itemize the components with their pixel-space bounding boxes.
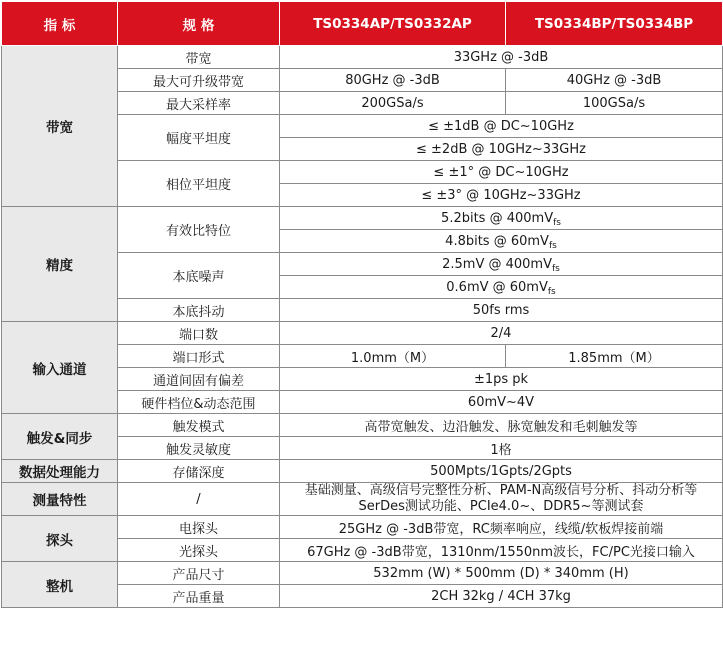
table-header-row [2,2,723,46]
value-trigger-mode: 高带宽触发、边沿触发、脉宽触发和毛刺触发等 [280,414,723,437]
value-enob-1 [280,207,723,230]
label-bandwidth: 带宽 [118,46,280,69]
fs-subscript: fs [553,217,561,228]
value-flatness-1: ≤ ±1dB @ DC~10GHz [280,115,723,138]
table-row [2,562,723,585]
category-data-processing: 数据处理能力 [2,460,118,483]
label-phase-flatness: 相位平坦度 [118,161,280,207]
label-max-upgrade-bandwidth: 最大可升级带宽 [118,69,280,92]
label-trigger-mode: 触发模式 [118,414,280,437]
value-sample-b: 100GSa/s [506,92,723,115]
category-input-channel: 输入通道 [2,322,118,414]
category-probe: 探头 [2,516,118,562]
category-bandwidth: 带宽 [2,46,118,207]
label-electrical-probe: 电探头 [118,516,280,539]
label-product-size: 产品尺寸 [118,562,280,585]
header-spec: 规 格 [118,2,280,46]
value-electrical-probe: 25GHz @ -3dB带宽，RC频率响应，线缆/软板焊接前端 [280,516,723,539]
table-row [2,483,723,516]
value-upgrade-b: 40GHz @ -3dB [506,69,723,92]
value-noise-1 [280,253,723,276]
label-amplitude-flatness: 幅度平坦度 [118,115,280,161]
header-index: 指 标 [2,2,118,46]
header-model-b: TS0334BP/TS0334BP [506,2,723,46]
value-memory-depth: 500Mpts/1Gpts/2Gpts [280,460,723,483]
category-trigger-sync: 触发&同步 [2,414,118,460]
label-port-count: 端口数 [118,322,280,345]
header-model-a: TS0334AP/TS0332AP [280,2,506,46]
value-upgrade-a: 80GHz @ -3dB [280,69,506,92]
value-dynamic-range: 60mV~4V [280,391,723,414]
label-port-form: 端口形式 [118,345,280,368]
value-port-form-a: 1.0mm（M） [280,345,506,368]
fs-subscript: fs [548,240,557,251]
value-phase-2: ≤ ±3° @ 10GHz~33GHz [280,184,723,207]
value-product-weight: 2CH 32kg / 4CH 37kg [280,585,723,608]
category-unit: 整机 [2,562,118,608]
table-row [2,207,723,230]
value-optical-probe: 67GHz @ -3dB带宽，1310nm/1550nm波长，FC/PC光接口输入 [280,539,723,562]
value-bandwidth: 33GHz @ -3dB [280,46,723,69]
label-noise-floor: 本底噪声 [118,253,280,299]
value-jitter: 50fs rms [280,299,723,322]
noise-1-text: 2.5mV @ 400mV [442,256,552,272]
spec-table [1,1,723,608]
fs-subscript: fs [547,286,556,297]
label-trigger-sensitivity: 触发灵敏度 [118,437,280,460]
label-product-weight: 产品重量 [118,585,280,608]
enob-1-text: 5.2bits @ 400mV [441,210,554,226]
table-row [2,414,723,437]
label-optical-probe: 光探头 [118,539,280,562]
table-row [2,516,723,539]
value-channel-skew: ±1ps pk [280,368,723,391]
noise-2-text: 0.6mV @ 60mV [446,279,548,295]
value-port-form-b: 1.85mm（M） [506,345,723,368]
value-trigger-sensitivity: 1格 [280,437,723,460]
value-product-size: 532mm (W) * 500mm (D) * 340mm (H) [280,562,723,585]
label-channel-skew: 通道间固有偏差 [118,368,280,391]
label-enob: 有效比特位 [118,207,280,253]
label-jitter-floor: 本底抖动 [118,299,280,322]
value-flatness-2: ≤ ±2dB @ 10GHz~33GHz [280,138,723,161]
label-measurement: / [118,483,280,516]
label-max-sample-rate: 最大采样率 [118,92,280,115]
value-enob-2 [280,230,723,253]
table-row [2,460,723,483]
table-row [2,46,723,69]
table-row [2,322,723,345]
category-precision: 精度 [2,207,118,322]
category-measurement: 测量特性 [2,483,118,516]
value-measurement: 基础测量、高级信号完整性分析、PAM-N高级信号分析、抖动分析等SerDes测试功能、PCIe4.0~、DDR5~等测试套 [280,483,723,516]
fs-subscript: fs [552,263,560,274]
enob-2-text: 4.8bits @ 60mV [445,233,549,249]
value-sample-a: 200GSa/s [280,92,506,115]
value-noise-2 [280,276,723,299]
value-phase-1: ≤ ±1° @ DC~10GHz [280,161,723,184]
label-dynamic-range: 硬件档位&动态范围 [118,391,280,414]
label-memory-depth: 存储深度 [118,460,280,483]
value-port-count: 2/4 [280,322,723,345]
